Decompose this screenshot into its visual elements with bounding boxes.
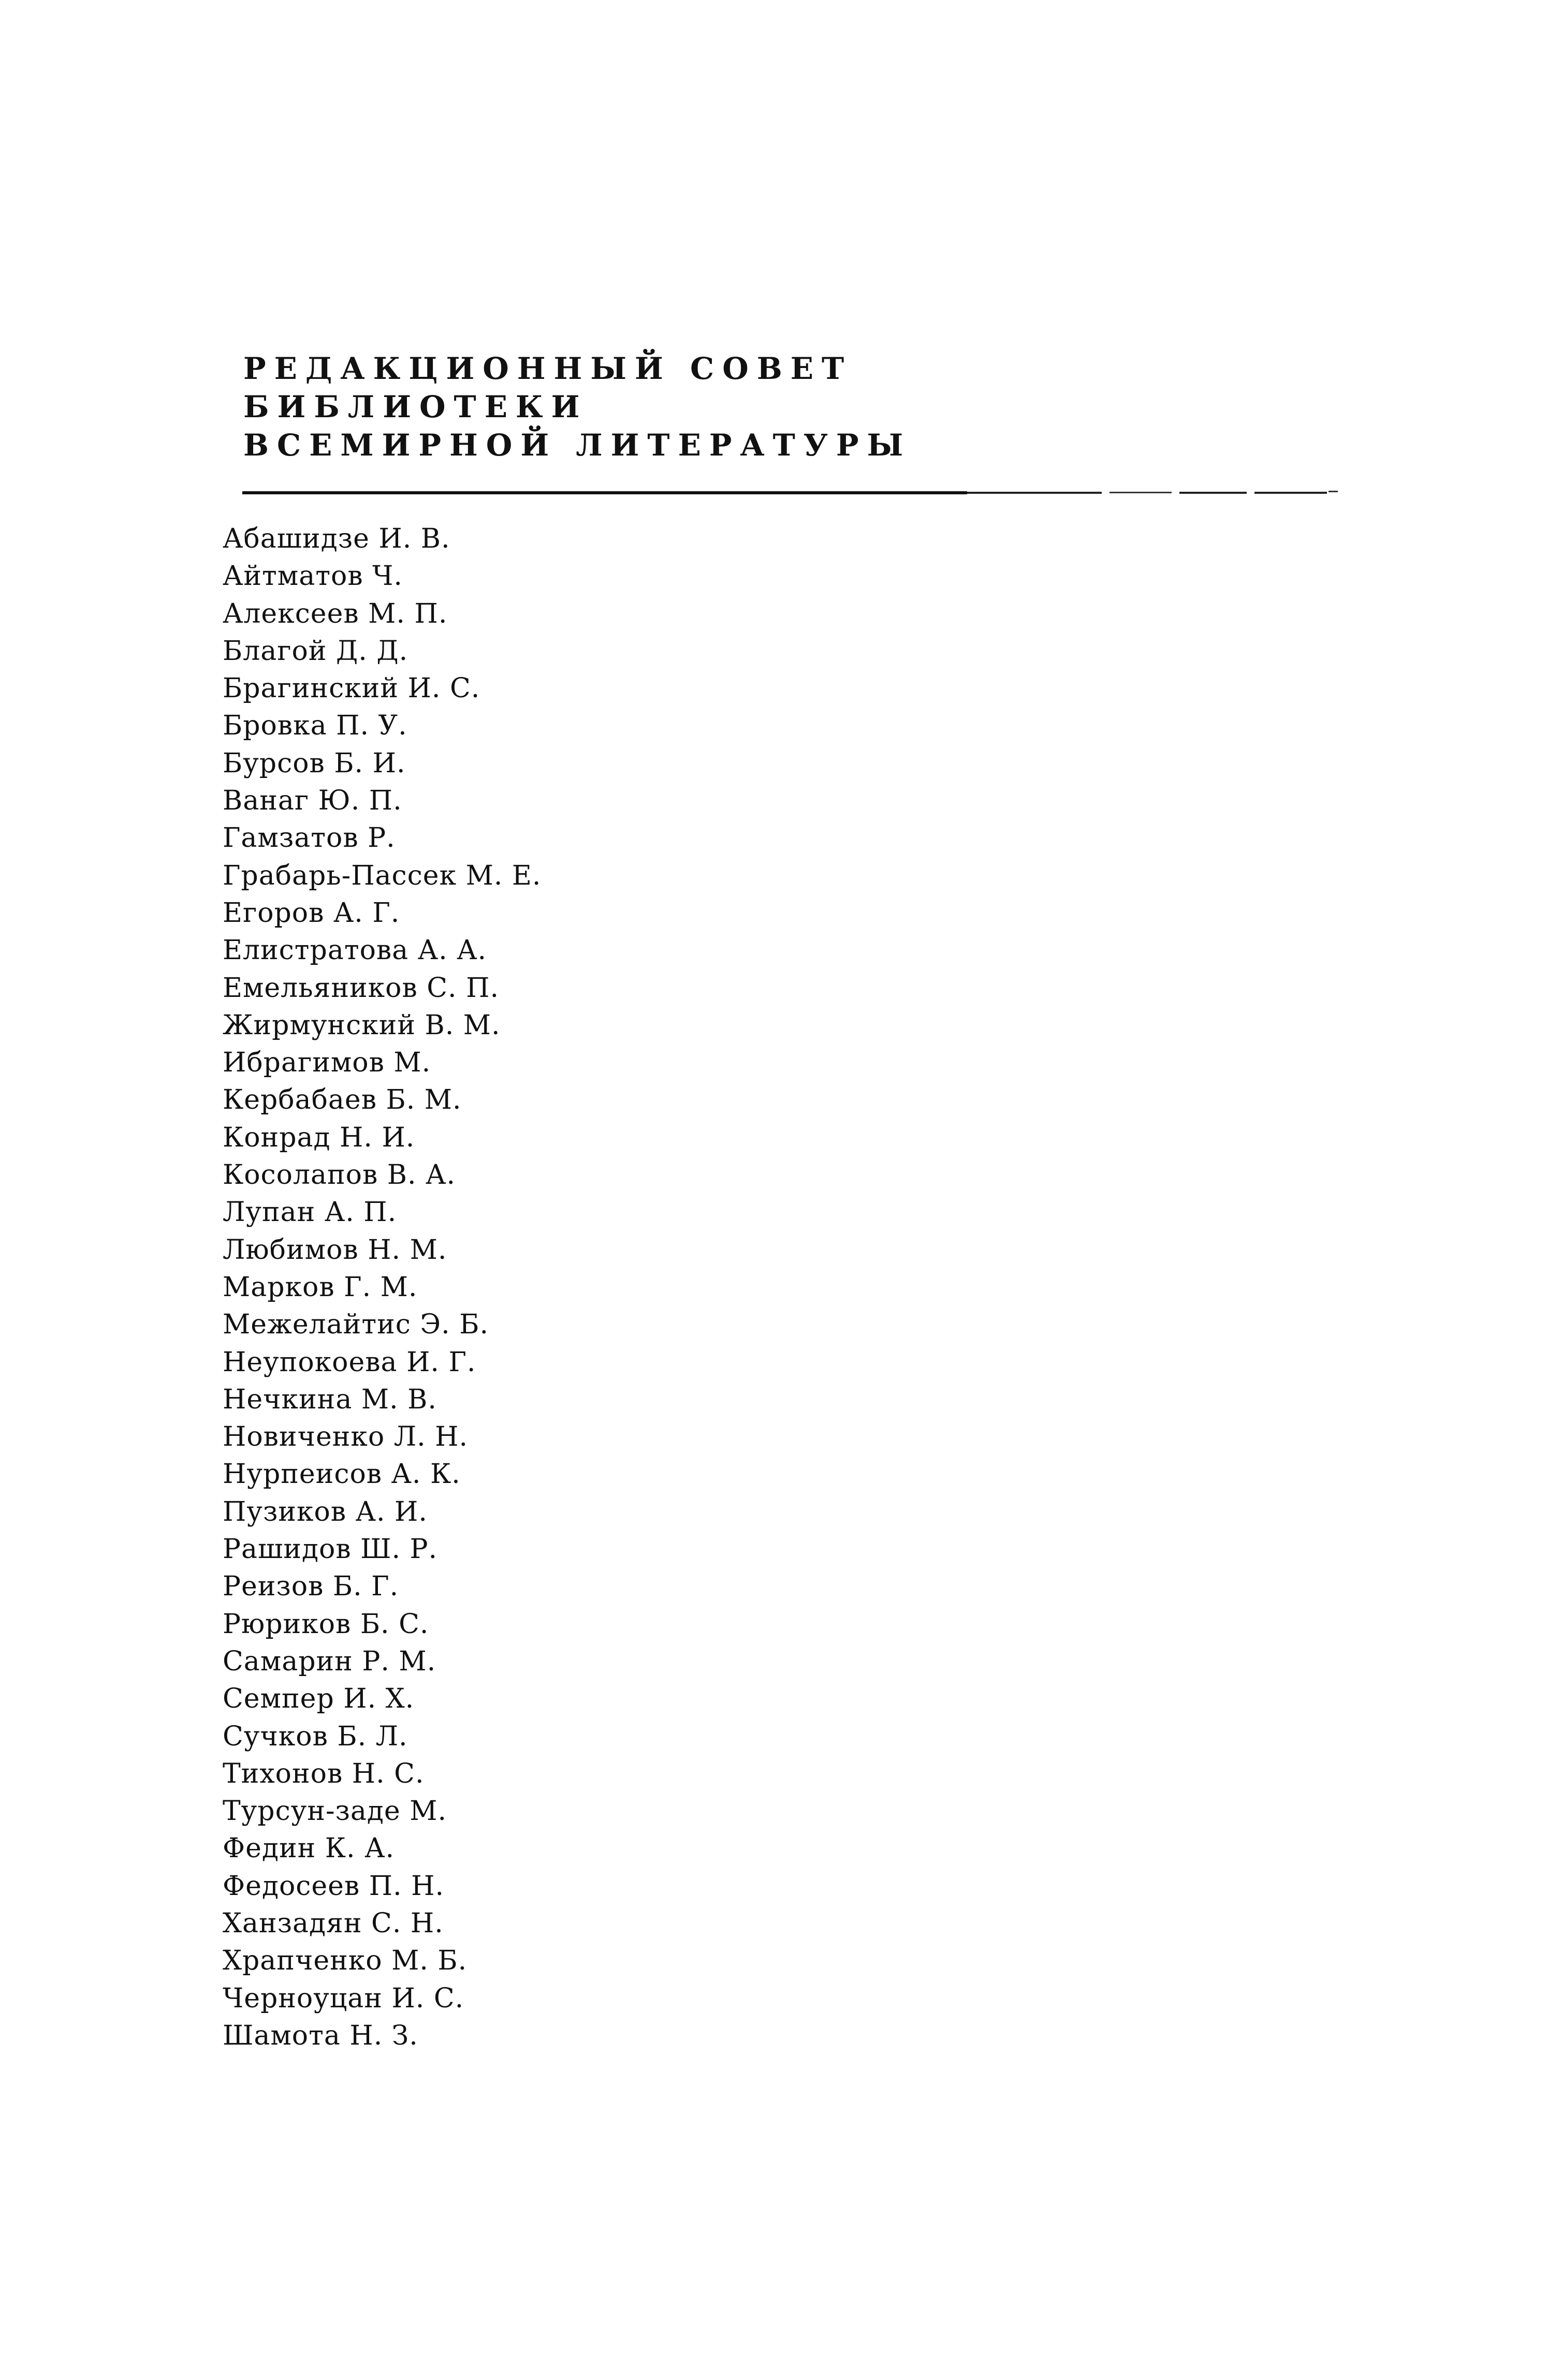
list-item: Елистратова А. А. — [223, 935, 487, 966]
list-item: Благой Д. Д. — [223, 635, 408, 667]
list-item: Егоров А. Г. — [223, 897, 400, 929]
list-item: Бровка П. У. — [223, 710, 407, 742]
list-item: Ибрагимов М. — [223, 1047, 431, 1079]
list-item: Айтматов Ч. — [223, 561, 403, 592]
list-item: Пузиков А. И. — [223, 1496, 428, 1527]
list-item: Рашидов Ш. Р. — [223, 1534, 438, 1565]
list-item: Марков Г. М. — [223, 1271, 418, 1303]
list-item: Семпер И. Х. — [223, 1683, 415, 1715]
list-item: Брагинский И. С. — [223, 673, 480, 704]
list-item: Новиченко Л. Н. — [223, 1421, 469, 1453]
divider-line-graphic — [242, 491, 1340, 495]
heading-divider-rule — [242, 491, 1340, 495]
list-item: Ванаг Ю. П. — [223, 785, 402, 817]
heading-line-1: РЕДАКЦИОННЫЙ СОВЕТ — [243, 351, 853, 386]
list-item: Федин К. А. — [223, 1833, 395, 1864]
list-item: Грабарь-Пассек М. Е. — [223, 860, 542, 891]
list-item: Нечкина М. В. — [223, 1384, 437, 1415]
heading-line-2: БИБЛИОТЕКИ — [243, 389, 588, 424]
list-item: Абашидзе И. В. — [223, 523, 450, 554]
list-item: Бурсов Б. И. — [223, 747, 406, 779]
list-item: Емельяников С. П. — [223, 972, 499, 1004]
list-item: Гамзатов Р. — [223, 822, 396, 854]
list-item: Храпченко М. Б. — [223, 1945, 468, 1977]
list-item: Шамота Н. З. — [223, 2020, 418, 2051]
list-item: Косолапов В. А. — [223, 1159, 456, 1191]
list-item: Жирмунский В. М. — [223, 1009, 501, 1041]
editorial-board-heading — [243, 349, 911, 464]
list-item: Любимов Н. М. — [223, 1234, 447, 1266]
list-item: Сучков Б. Л. — [223, 1721, 408, 1752]
list-item: Неупокоева И. Г. — [223, 1346, 476, 1378]
list-item: Самарин Р. М. — [223, 1646, 436, 1677]
list-item: Черноуцан И. С. — [223, 1982, 464, 2014]
list-item: Тихонов Н. С. — [223, 1758, 425, 1789]
heading-line-3: ВСЕМИРНОЙ ЛИТЕРАТУРЫ — [243, 428, 912, 463]
list-item: Нурпеисов А. К. — [223, 1459, 461, 1490]
list-item: Федосеев П. Н. — [223, 1870, 445, 1902]
list-item: Турсун-заде М. — [223, 1796, 447, 1827]
list-item: Межелайтис Э. Б. — [223, 1309, 489, 1341]
list-item: Рюриков Б. С. — [223, 1608, 429, 1640]
list-item: Реизов Б. Г. — [223, 1571, 399, 1603]
list-item: Кербабаев Б. М. — [223, 1084, 462, 1116]
list-item: Ханзадян С. Н. — [223, 1907, 444, 1939]
list-item: Лупан А. П. — [223, 1197, 397, 1228]
board-members-list — [223, 520, 947, 2054]
list-item: Конрад Н. И. — [223, 1122, 415, 1153]
list-item: Алексеев М. П. — [223, 598, 448, 629]
